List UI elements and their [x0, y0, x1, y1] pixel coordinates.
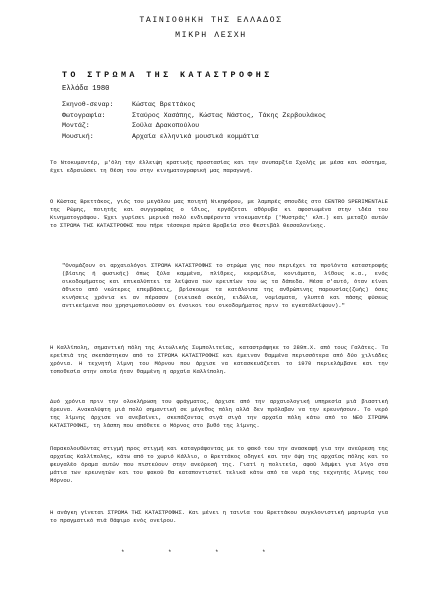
body-paragraph-conclusion: Η ανάγκη γίνεται ΣΤΡΩΜΑ ΤΗΣ ΚΑΤΑΣΤΡΟΦΗΣ. Και μένει η ταινία του Βρεττάκου συγκλονιστική μαρτυρία για το πραγματικό πιά θάφιμο ενός ονείρου. [50, 509, 388, 524]
credit-row-editing [62, 121, 326, 132]
star-ornament: * [121, 549, 125, 556]
body-paragraph-director: Ο Κώστας Βρεττάκος, γιός του μεγάλου μας ποιητή Νικηφόρου, με λαμπρές σπουδές στο CENTRO SPERIMENTALE της Ρώμης, ποιητής και συγγραφέας ο ίδιος, εργάζεται αθόρυβα κι αφοσιωμένα στην ιδέα του Κινηματογράφου. Έχει γυρίσει μερικά πολύ ενδιαφέροντα ντοκυμαντέρ ('Μυστράς' κλπ.) και μεταξύ αυτών το ΣΤΡΩΜΑ ΤΗΣ ΚΑΤΑΣΤΡΟΦΗΣ που πήρε τέσσερα πρώτα Βραβεία στο Φεστιβάλ Θεσσαλονίκης. [50, 198, 388, 229]
body-paragraph-definition-quote: "Ονομάζουν οι αρχαιολόγοι ΣΤΡΩΜΑ ΚΑΤΑΣΤΡΟΦΗΣ το στρώμα γης που περιέχει τα προϊόντα καταστροφής (βίαιης ή φυσικής) όπως ξύλα καμμένα, πλίθρες, κεραμίδια, κονιάματα, λίθους κ.α., ενός οικοδομήματος και επικαλύπτει τα λείψανα των ερειπίων του ως τα δάπεδα. Μέσα σ'αυτό, όταν είναι άθικτο από νεώτερες επεμβάσεις, βρίσκουμε τα κατάλοιπα της ανθρώπινης παρουσίας(ζωής) όσες κινήσεις χρόνια κι αν πέρασαν (οικιακά σκεύη, ειδώλια, νομίσματα, γλυπτά και πάσης φύσεως αντικείμενα που χρησιμοποιούσαν οι ένοικοι του οικοδομήματος πριν το εγκατάλείψουν)." [62, 262, 388, 309]
club-name: ΜΙΚΡΗ ΛΕΣΧΗ [175, 31, 247, 40]
body-paragraph-documentary: Το Ντοκυμαντέρ, μ'όλη την έλλειψη κρατικής προστασίας και την ανυπαρξία Σχολής με μέσα και σύστημα, έχει εδραιώσει τη θέση του στην κινηματογραφική μας παραγωγή. [50, 159, 388, 174]
star-ornament: * [215, 549, 219, 556]
body-paragraph-kallipoli: Η Καλλίπολη, σημαντική πόλη της Αιτωλικής Συμπολιτείας, καταστράφηκε το 289π.Χ. από τους Γαλάτες. Τα ερείπιά της σκεπάστηκαν από το ΣΤΡΩΜΑ ΚΑΤΑΣΤΡΟΦΗΣ και έμειναν θαμμένα περισσότερα από δύο χιλιάδες χρόνια. Η τεχνητή λίμνη του Μόρνου που άρχισε να κατασκευάζεται το 1970 περιελάμβανε και την τοποθεσία στην οποία ήταν θαμμένη η αρχαία Καλλίπολη. [50, 344, 388, 375]
institution-name: ΤΑΙΝΙΟΘΗΚΗ ΤΗΣ ΕΛΛΑΔΟΣ [139, 16, 283, 25]
credit-row-photography [62, 111, 326, 122]
credit-row-director [62, 100, 326, 111]
body-paragraph-excavation: Δυό χρόνια πριν την ολοκλήρωση του φράγματος, άρχισε από την αρχαιολογική υπηρεσία μιά βιαστική έρευνα. Ανακαλύφτη μιά πολύ σημαντική σε μέγεθος πόλη αλλά δεν πρόλαβαν να την ερευνήσουν. Το νερό της λίμνης άρχισε να ανεβαίνει, σκεπάζοντας σιγά σιγά την αρχαία πόλη κάτω από το ΝΕΟ ΣΤΡΩΜΑ ΚΑΤΑΣΤΡΟΦΗΣ, τη λάσπη που απόθετε ο Μόρνος στο βυθό της λίμνης. [50, 398, 388, 429]
credit-label: Φωτογραφία: [62, 111, 106, 119]
credit-value: Αρχαία ελληνικά μουσικά κομμάτια [132, 132, 259, 140]
credit-label: Σκηνοθ-σεναρ: [62, 101, 114, 108]
credit-value: Σοϋλα Δρακοπούλου [132, 122, 200, 129]
credit-value: Κώστας Βρεττάκος [132, 101, 196, 108]
star-ornament: * [262, 549, 266, 556]
credit-row-music [62, 132, 326, 143]
film-title: ΤΟ ΣΤΡΩΜΑ ΤΗΣ ΚΑΤΑΣΤΡΟΦΗΣ [62, 70, 273, 80]
film-origin: Ελλάδα 1980 [62, 85, 110, 93]
credit-label: Μουσική: [62, 132, 94, 140]
credit-label: Μοντάζ: [62, 122, 90, 129]
credit-value: Σταύρος Χασάπης, Κώστας Νάστος, Τάκης Ζερβουλάκος [132, 111, 326, 119]
credits-block [62, 100, 326, 142]
body-paragraph-filming: Παρακολουθώντας στιγμή προς στιγμή και καταγράφοντας με το φακό του την ανασκαφή για την ανεύρεση της αρχαίας Καλλίπολης, κάτω από το χωριό Κάλλιο, ο Βρεττάκος οδηγεί και την όψη της αρχαίας πόλης και το φευγαλέο όραμα αυτών που πιστεύουν στην ανεύρεσή της. Γιατί η πολιτεία, αφού λάμψει για λίγο στα μάτια των ερευνητών και του φακού θα καταποντιστεί τελικά κάτω από τα νερά της τεχνητής λίμνης του Μόρνου. [50, 445, 388, 484]
star-ornament: * [168, 549, 172, 556]
